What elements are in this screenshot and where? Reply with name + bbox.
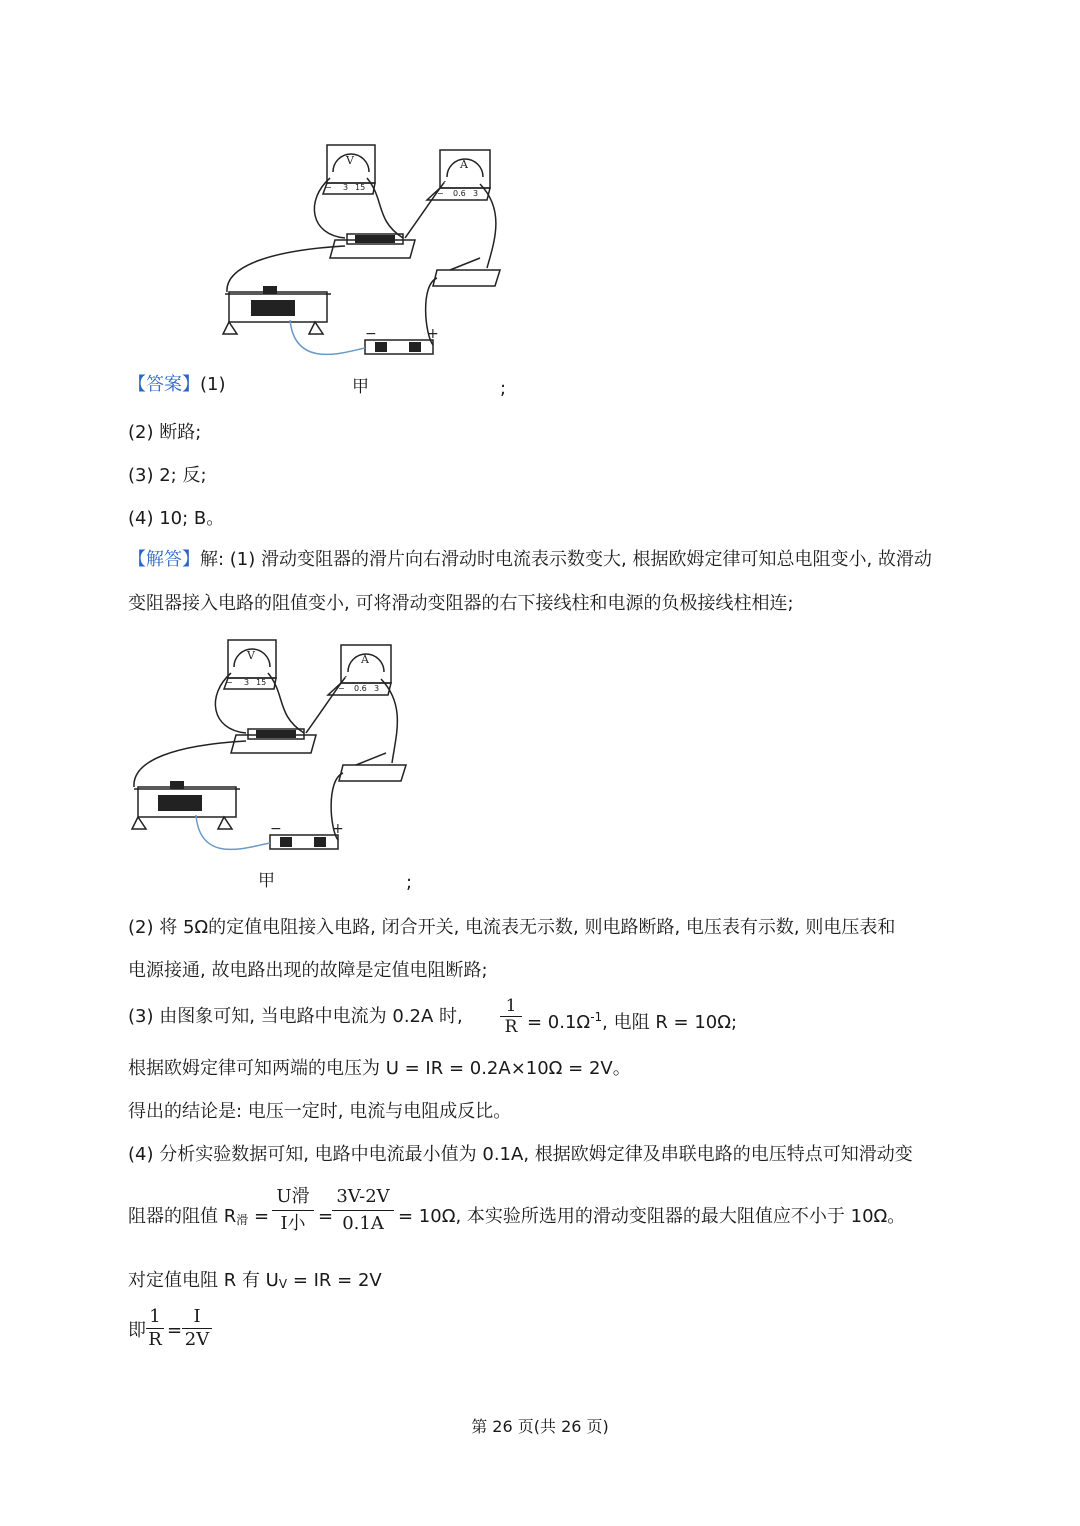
battery-neg: − [365, 326, 377, 342]
solution-10b-text: = IR = 2V [292, 1270, 382, 1291]
ammeter-06: 0.6 [453, 189, 466, 198]
ammeter-3: 3 [473, 189, 479, 198]
solution-fig-end: ; [406, 872, 413, 893]
voltmeter-3: 3 [343, 183, 349, 192]
fraction-U-over-I [272, 1184, 314, 1237]
solution-line-8: (4) 分析实验数据可知, 电路中电流最小值为 0.1A, 根据欧姆定律及串联电路的电压特点可知滑动变 [128, 1144, 913, 1165]
answer-line-4: (4) 10; B。 [128, 508, 225, 529]
ammeter-letter: A [460, 158, 468, 171]
solution-line-3: (2) 将 5Ω的定值电阻接入电路, 闭合开关, 电流表无示数, 则电路断路, 电压表有示数, 则电压表和 [128, 917, 896, 938]
circuit-diagram-2 [128, 635, 428, 875]
ammeter-3: 3 [374, 684, 380, 693]
figure-1-caption: 甲 [352, 377, 369, 397]
answer-tag: 【答案】 [128, 374, 200, 395]
battery-neg: − [270, 821, 282, 837]
solution-line-11a: 即 [128, 1320, 146, 1341]
fraction-den: R [504, 1017, 518, 1037]
fraction-num: U滑 [276, 1186, 310, 1207]
solution-tag: 【解答】 [128, 549, 200, 570]
ammeter-letter: A [361, 653, 369, 666]
voltmeter-neg: − [325, 183, 332, 192]
voltmeter-neg: − [226, 678, 233, 687]
solution-line-1 [128, 547, 932, 573]
subscript: V [278, 1277, 288, 1291]
answer-1-end: ; [500, 378, 507, 399]
solution-line-5b [527, 1004, 737, 1036]
voltmeter-15: 15 [355, 183, 366, 192]
solution-line-10 [128, 1268, 382, 1297]
answer-line-2: (2) 断路; [128, 422, 202, 443]
fraction-den: 2V [184, 1329, 210, 1350]
voltmeter-15: 15 [256, 678, 267, 687]
solution-line-7: 得出的结论是: 电压一定时, 电流与电阻成反比。 [128, 1101, 512, 1122]
subscript: 滑 [236, 1213, 249, 1227]
equals-3: = [167, 1320, 183, 1341]
answer-1-lead: (1) [200, 374, 226, 395]
solution-text-1: 解: (1) 滑动变阻器的滑片向右滑动时电流表示数变大, 根据欧姆定律可知总电阻变小, 故滑动 [200, 549, 932, 570]
fraction-den: I小 [280, 1213, 306, 1234]
ammeter-neg: − [338, 684, 345, 693]
answer-line-3: (3) 2; 反; [128, 465, 207, 486]
fraction-1-over-R [500, 996, 522, 1037]
fraction-I-over-2V [182, 1306, 212, 1351]
superscript: -1 [590, 1010, 603, 1024]
voltmeter-3: 3 [244, 678, 250, 687]
figure-2-caption: 甲 [258, 871, 275, 891]
equals-2: = [318, 1206, 334, 1227]
battery-pos: + [427, 326, 439, 342]
page-footer: 第 26 页(共 26 页) [471, 1417, 609, 1436]
ammeter-06: 0.6 [354, 684, 367, 693]
fraction-num: 1 [149, 1306, 161, 1327]
fraction-den: R [148, 1329, 162, 1350]
solution-9a-text: 阻器的阻值 R [128, 1206, 237, 1227]
battery-pos: + [332, 821, 344, 837]
equals: = [253, 1206, 270, 1227]
fraction-num: 1 [505, 996, 517, 1016]
ammeter-neg: − [437, 189, 444, 198]
solution-line-4: 电源接通, 故电路出现的故障是定值电阻断路; [128, 960, 488, 981]
fraction-values [332, 1184, 394, 1237]
solution-line-9b: = 10Ω, 本实验所选用的滑动变阻器的最大阻值应不小于 10Ω。 [398, 1206, 906, 1227]
fraction-1-over-R-2 [146, 1306, 164, 1351]
voltmeter-letter: V [346, 154, 354, 167]
solution-5c-text: , 电阻 R = 10Ω; [602, 1012, 738, 1033]
solution-line-9a [128, 1204, 269, 1233]
solution-line-6: 根据欧姆定律可知两端的电压为 U = IR = 0.2A×10Ω = 2V。 [128, 1058, 631, 1079]
solution-5b-text: = 0.1Ω [527, 1012, 591, 1033]
solution-line-5a: (3) 由图象可知, 当电路中电流为 0.2A 时, [128, 1006, 463, 1027]
circuit-diagram-1 [215, 140, 515, 380]
fraction-den: 0.1A [342, 1213, 384, 1234]
answer-line-1 [128, 372, 226, 398]
solution-10a-text: 对定值电阻 R 有 U [128, 1270, 279, 1291]
fraction-num: 3V-2V [336, 1186, 390, 1207]
voltmeter-letter: V [247, 649, 255, 662]
solution-line-2: 变阻器接入电路的阻值变小, 可将滑动变阻器的右下接线柱和电源的负极接线柱相连; [128, 593, 794, 614]
fraction-num: I [193, 1306, 201, 1327]
